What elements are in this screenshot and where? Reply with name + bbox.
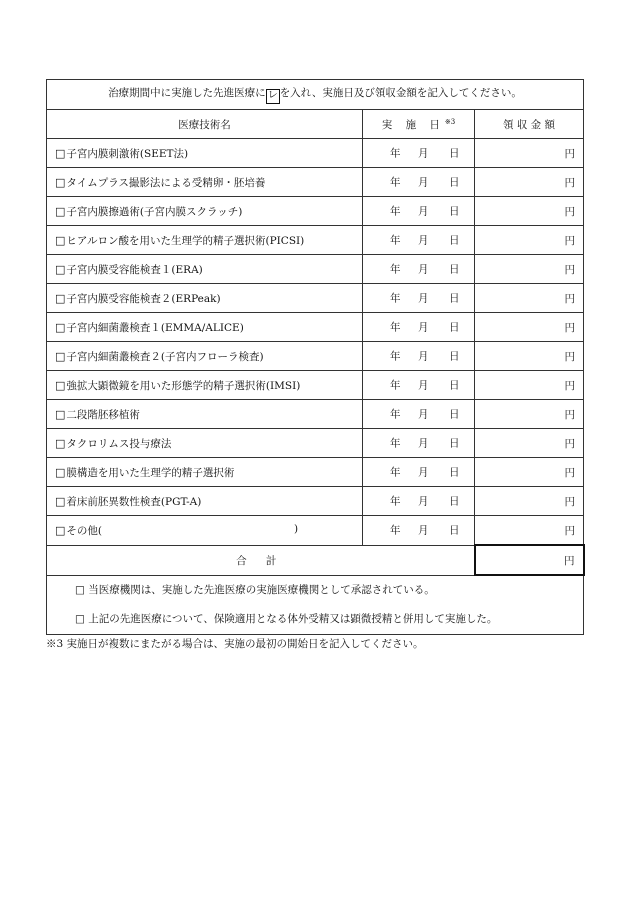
year-label: 年	[390, 234, 401, 247]
checkbox-icon[interactable]: □	[55, 407, 66, 421]
header-name-label: 医療技術名	[178, 118, 231, 131]
treatment-date[interactable]	[363, 342, 475, 371]
year-label: 年	[390, 408, 401, 421]
yen-label: 円	[564, 379, 576, 392]
checkbox-icon[interactable]: □	[55, 494, 66, 508]
header-date-label: 実 施 日	[381, 118, 445, 131]
month-label: 月	[418, 176, 429, 189]
treatment-label: 子宮内膜刺激術(SEET法)	[66, 147, 189, 160]
total-amount[interactable]	[475, 545, 584, 575]
day-label: 日	[449, 321, 460, 334]
treatment-row	[47, 168, 584, 197]
checkbox-icon[interactable]: □	[55, 233, 66, 247]
instruction-text	[47, 80, 584, 110]
yen-label: 円	[564, 408, 576, 421]
treatment-name[interactable]	[47, 487, 363, 516]
footnote: ※3 実施日が複数にまたがる場合は、実施の最初の開始日を記入してください。	[46, 638, 424, 650]
treatment-amount[interactable]	[475, 255, 584, 284]
header-date	[363, 110, 475, 139]
treatment-row	[47, 458, 584, 487]
month-label: 月	[418, 408, 429, 421]
yen-label: 円	[564, 350, 576, 363]
treatment-amount[interactable]	[475, 371, 584, 400]
treatment-label: タクロリムス投与療法	[66, 437, 172, 450]
check-mark-box: レ	[266, 89, 280, 104]
treatment-label: 強拡大顕微鏡を用いた形態学的精子選択術(IMSI)	[66, 379, 301, 392]
day-label: 日	[449, 176, 460, 189]
checkbox-icon[interactable]: □	[55, 465, 66, 479]
month-label: 月	[418, 379, 429, 392]
year-label: 年	[390, 321, 401, 334]
month-label: 月	[418, 234, 429, 247]
total-label	[47, 545, 475, 575]
checkbox-icon[interactable]: □	[55, 378, 66, 392]
treatment-row	[47, 342, 584, 371]
month-label: 月	[418, 495, 429, 508]
checkbox-icon[interactable]: □	[55, 436, 66, 450]
month-label: 月	[418, 263, 429, 276]
treatment-amount[interactable]	[475, 313, 584, 342]
approval-note[interactable]: □ 当医療機関は、実施した先進医療の実施医療機関として承認されている。	[75, 584, 435, 596]
treatment-name[interactable]	[47, 226, 363, 255]
treatment-amount[interactable]	[475, 487, 584, 516]
treatment-label: ヒアルロン酸を用いた生理学的精子選択術(PICSI)	[66, 234, 305, 247]
checkbox-icon[interactable]: □	[55, 146, 66, 160]
treatment-date[interactable]	[363, 139, 475, 168]
treatment-date[interactable]	[363, 168, 475, 197]
treatment-amount[interactable]	[475, 197, 584, 226]
yen-label: 円	[564, 437, 576, 450]
treatment-label: 子宮内細菌叢検査２(子宮内フローラ検査)	[66, 350, 264, 363]
month-label: 月	[418, 466, 429, 479]
treatment-date[interactable]	[363, 226, 475, 255]
year-label: 年	[390, 524, 401, 537]
treatment-name[interactable]	[47, 139, 363, 168]
year-label: 年	[390, 263, 401, 276]
treatment-amount[interactable]	[475, 400, 584, 429]
day-label: 日	[449, 263, 460, 276]
treatment-row	[47, 139, 584, 168]
notes-cell	[47, 575, 584, 635]
treatment-row	[47, 255, 584, 284]
treatment-date[interactable]	[363, 371, 475, 400]
treatment-date[interactable]	[363, 255, 475, 284]
day-label: 日	[449, 524, 460, 537]
treatment-amount[interactable]	[475, 139, 584, 168]
day-label: 日	[449, 379, 460, 392]
treatment-amount[interactable]	[475, 226, 584, 255]
yen-label: 円	[564, 466, 576, 479]
header-amount-label: 領 収 金 額	[503, 118, 556, 131]
yen-label: 円	[564, 234, 576, 247]
treatment-label: 着床前胚異数性検査(PGT-A)	[66, 495, 202, 508]
treatment-date[interactable]	[363, 197, 475, 226]
treatment-date[interactable]	[363, 487, 475, 516]
treatment-label: 子宮内膜受容能検査２(ERPeak)	[66, 292, 221, 305]
month-label: 月	[418, 437, 429, 450]
treatment-name[interactable]	[47, 313, 363, 342]
treatment-amount[interactable]	[475, 284, 584, 313]
yen-label: 円	[564, 321, 576, 334]
treatment-label: 膜構造を用いた生理学的精子選択術	[66, 466, 235, 479]
treatment-name[interactable]	[47, 371, 363, 400]
treatment-name[interactable]	[47, 429, 363, 458]
instruction-before: 治療期間中に実施した先進医療に	[108, 87, 266, 99]
day-label: 日	[449, 466, 460, 479]
header-name	[47, 110, 363, 139]
instruction-after: を入れ、実施日及び領収金額を記入してください。	[279, 87, 522, 99]
treatment-amount[interactable]	[475, 458, 584, 487]
checkbox-icon[interactable]: □	[55, 291, 66, 305]
total-row	[47, 545, 584, 575]
yen-label: 円	[564, 495, 576, 508]
treatment-row	[47, 400, 584, 429]
day-label: 日	[449, 292, 460, 305]
treatment-amount[interactable]	[475, 429, 584, 458]
yen-label: 円	[564, 292, 576, 305]
checkbox-icon[interactable]: □	[55, 349, 66, 363]
day-label: 日	[449, 495, 460, 508]
year-label: 年	[390, 437, 401, 450]
yen-label: 円	[564, 554, 575, 567]
combination-note[interactable]: □ 上記の先進医療について、保険適用となる体外受精又は顕微授精と併用して実施した。	[75, 613, 498, 625]
treatment-row	[47, 313, 584, 342]
treatment-label: 二段階胚移植術	[66, 408, 140, 421]
other-row	[47, 516, 584, 546]
month-label: 月	[418, 292, 429, 305]
instruction-row	[47, 80, 584, 110]
yen-label: 円	[564, 147, 576, 160]
year-label: 年	[390, 350, 401, 363]
notes-row	[47, 575, 584, 635]
treatment-date[interactable]	[363, 284, 475, 313]
checkbox-icon[interactable]: □	[55, 262, 66, 276]
advanced-medical-care-form	[46, 79, 585, 635]
treatment-name[interactable]	[47, 168, 363, 197]
day-label: 日	[449, 437, 460, 450]
treatment-name[interactable]	[47, 255, 363, 284]
day-label: 日	[449, 205, 460, 218]
month-label: 月	[418, 147, 429, 160]
treatment-name[interactable]	[47, 342, 363, 371]
treatment-row	[47, 487, 584, 516]
year-label: 年	[390, 495, 401, 508]
month-label: 月	[418, 350, 429, 363]
treatment-row	[47, 197, 584, 226]
year-label: 年	[390, 292, 401, 305]
other-label: その他(	[66, 524, 103, 537]
treatment-label: 子宮内膜受容能検査１(ERA)	[66, 263, 203, 276]
checkbox-icon[interactable]: □	[55, 320, 66, 334]
year-label: 年	[390, 205, 401, 218]
treatment-amount[interactable]	[475, 342, 584, 371]
yen-label: 円	[564, 524, 576, 537]
treatment-date[interactable]	[363, 458, 475, 487]
month-label: 月	[418, 524, 429, 537]
checkbox-icon[interactable]: □	[55, 175, 66, 189]
year-label: 年	[390, 176, 401, 189]
yen-label: 円	[564, 263, 576, 276]
month-label: 月	[418, 321, 429, 334]
header-date-note: ※3	[444, 117, 456, 126]
treatment-row	[47, 226, 584, 255]
total-label-text: 合 計	[236, 554, 285, 567]
treatment-date[interactable]	[363, 429, 475, 458]
day-label: 日	[449, 350, 460, 363]
treatment-row	[47, 371, 584, 400]
yen-label: 円	[564, 205, 576, 218]
treatment-row	[47, 284, 584, 313]
year-label: 年	[390, 147, 401, 160]
header-row	[47, 110, 584, 139]
treatment-name[interactable]	[47, 458, 363, 487]
day-label: 日	[449, 408, 460, 421]
treatment-date[interactable]	[363, 400, 475, 429]
treatment-label: タイムプラス撮影法による受精卵・胚培養	[66, 176, 266, 189]
treatment-label: 子宮内細菌叢検査１(EMMA/ALICE)	[66, 321, 244, 334]
other-close-paren: )	[294, 522, 299, 535]
other-date[interactable]	[363, 516, 475, 546]
treatment-row	[47, 429, 584, 458]
yen-label: 円	[564, 176, 576, 189]
checkbox-icon[interactable]: □	[55, 204, 66, 218]
year-label: 年	[390, 379, 401, 392]
treatment-label: 子宮内膜擦過術(子宮内膜スクラッチ)	[66, 205, 243, 218]
checkbox-icon[interactable]: □	[55, 523, 66, 537]
year-label: 年	[390, 466, 401, 479]
treatment-name[interactable]	[47, 284, 363, 313]
treatment-name[interactable]	[47, 197, 363, 226]
month-label: 月	[418, 205, 429, 218]
day-label: 日	[449, 147, 460, 160]
day-label: 日	[449, 234, 460, 247]
treatment-date[interactable]	[363, 313, 475, 342]
treatment-name[interactable]	[47, 400, 363, 429]
other-amount[interactable]	[475, 516, 584, 546]
treatment-amount[interactable]	[475, 168, 584, 197]
other-name[interactable]	[47, 516, 363, 546]
header-amount	[475, 110, 584, 139]
